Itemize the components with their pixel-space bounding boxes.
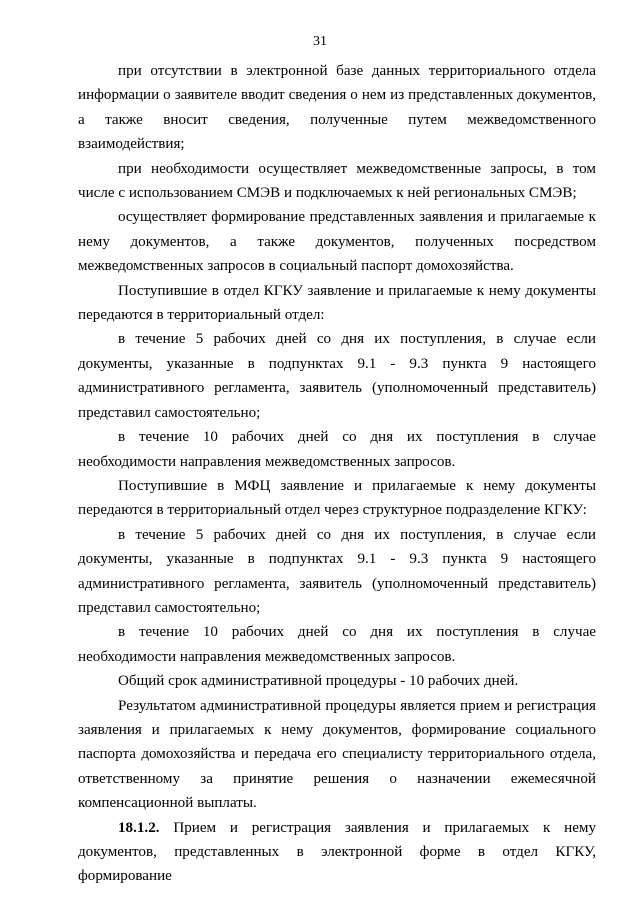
paragraph-10: Общий срок административной процедуры - 10 рабочих дней. bbox=[118, 673, 519, 690]
paragraph-1: при отсутствии в электронной базе данных территориального отдела информации о заявителе вводит сведения о нем из представленных документов, а также вносит сведения, полученные путем межведомственного взаимодействия; bbox=[78, 63, 596, 153]
paragraph-4: Поступившие в отдел КГКУ заявление и прилагаемые к нему документы передаются в территориальный отдел: bbox=[78, 282, 596, 324]
body-text bbox=[78, 59, 596, 889]
paragraph-2: при необходимости осуществляет межведомственные запросы, в том числе с использованием СМЭВ и подключаемых к ней региональных СМЭВ; bbox=[78, 160, 596, 202]
paragraph-6: в течение 10 рабочих дней со дня их поступления в случае необходимости направления межведомственных запросов. bbox=[78, 429, 596, 470]
paragraph-9: в течение 10 рабочих дней со дня их поступления в случае необходимости направления межведомственных запросов. bbox=[78, 624, 596, 665]
section-paragraph-18-1-2 bbox=[78, 816, 596, 889]
page-number: 31 bbox=[313, 34, 327, 49]
paragraph-5: в течение 5 рабочих дней со дня их поступления, в случае если документы, указанные в подпунктах 9.1 - 9.3 пункта 9 настоящего административного регламента, заявитель (уполномоченный представитель) представил самостоятельно; bbox=[78, 331, 596, 421]
paragraph-8: в течение 5 рабочих дней со дня их поступления, в случае если документы, указанные в подпунктах 9.1 - 9.3 пункта 9 настоящего административного регламента, заявитель (уполномоченный представитель) представил самостоятельно; bbox=[78, 526, 596, 616]
paragraph-7: Поступившие в МФЦ заявление и прилагаемые к нему документы передаются в территориальный отдел через структурное подразделение КГКУ: bbox=[78, 477, 596, 519]
section-number: 18.1.2. bbox=[118, 819, 160, 836]
section-text: Прием и регистрация заявления и прилагаемых к нему документов, представленных в электронной форме в отдел КГКУ, формирование bbox=[78, 819, 596, 885]
paragraph-3: осуществляет формирование представленных заявления и прилагаемые к нему документов, а также документов, полученных посредством межведомственных запросов в социальный паспорт домохозяйства. bbox=[78, 209, 596, 275]
paragraph-11: Результатом административной процедуры является прием и регистрация заявления и прилагаемых к нему документов, формирование социального паспорта домохозяйства и передача его специалисту территориального отдела, ответственному за принятие решения о назначении ежемесячной компенсационной выплаты. bbox=[78, 697, 596, 812]
